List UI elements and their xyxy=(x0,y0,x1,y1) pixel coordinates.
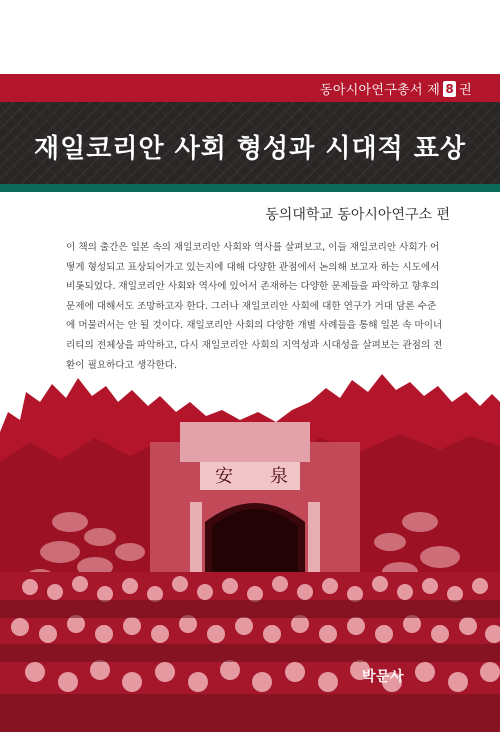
blurb-line: 문제에 대해서도 조망하고자 한다. 그러나 재일코리안 사회에 대한 연구가 거대 담론 수준 xyxy=(66,300,437,312)
series-label xyxy=(320,79,472,98)
blurb-line: 이 책의 출간은 일본 속의 재일코리안 사회와 역사를 살펴보고, 이들 재일코리안 사회가 어 xyxy=(66,242,440,253)
sign-glyph: 泉 xyxy=(270,466,288,487)
series-suffix: 권 xyxy=(459,83,472,98)
sign-glyph: 安 xyxy=(215,466,233,487)
mine-entrance-photo-illustration xyxy=(0,372,500,732)
cover-photo xyxy=(0,372,500,732)
series-volume-badge: 8 xyxy=(443,81,456,97)
top-margin xyxy=(0,0,500,74)
blurb-line: 비롯되었다. 재일코리안 사회와 역사에 있어서 존재하는 다양한 문제들을 파악하고 향후의 xyxy=(66,281,440,293)
book-title: 재일코리안 사회 형성과 시대적 표상 xyxy=(34,134,466,164)
blurb-line: 리티의 전체상을 파악하고, 다시 재일코리안 사회의 지역성과 시대성을 살펴보는 관점의 전 xyxy=(66,339,443,351)
blurb-line: 떻게 형성되고 표상되어가고 있는지에 대해 다양한 관점에서 논의해 보고자 하는 시도에서 xyxy=(66,261,440,273)
series-prefix: 동아시아연구총서 제 xyxy=(319,83,441,98)
editor-credit: 동의대학교 동아시아연구소 편 xyxy=(265,207,450,223)
publisher-logo: 박문사 xyxy=(362,669,405,685)
blurb-line: 환이 필요하다고 생각한다. xyxy=(66,359,178,371)
blurb-line: 에 머물러서는 안 될 것이다. 재일코리안 사회의 다양한 개별 사례들을 통해 일본 속 마이너 xyxy=(66,320,443,332)
accent-stripe xyxy=(0,184,500,192)
blurb-paragraph xyxy=(66,238,446,375)
